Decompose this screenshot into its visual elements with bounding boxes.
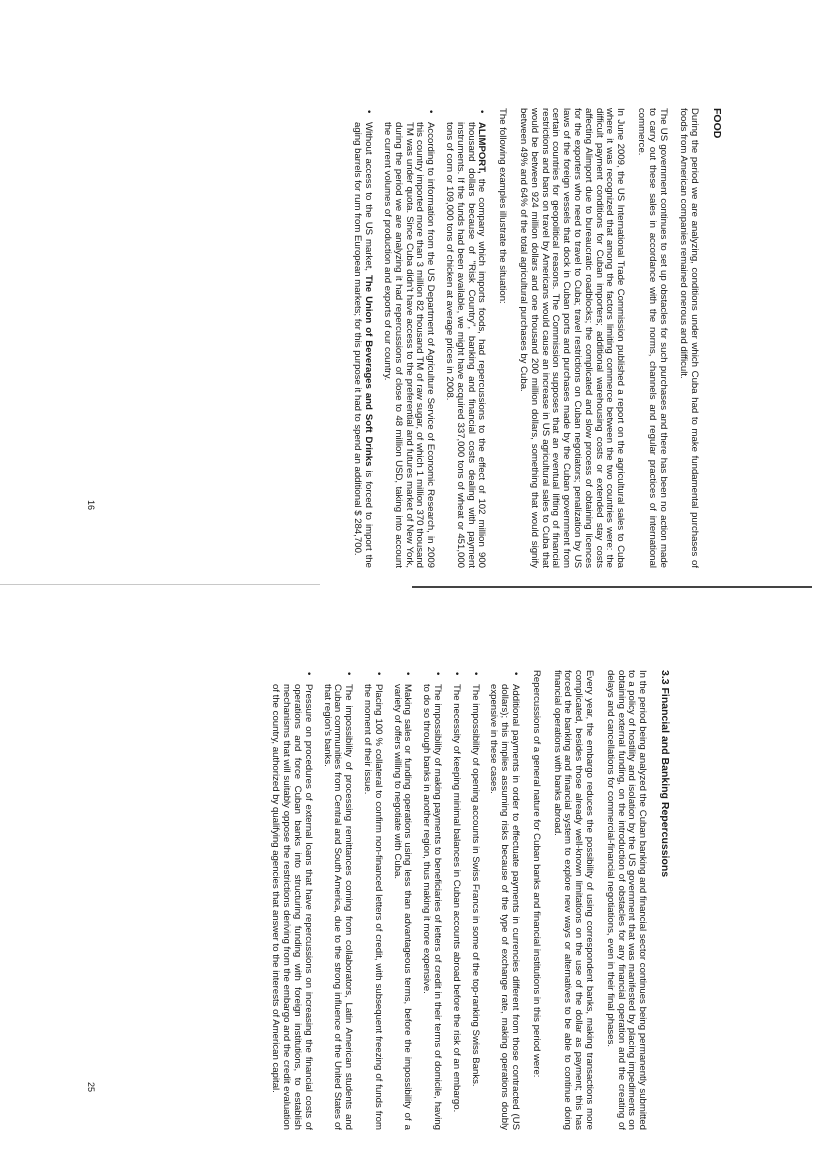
company-name-union-beverages: The Union of Beverages and Soft Drinks xyxy=(363,275,375,467)
paragraph: The following examples illustrate the situation: xyxy=(497,108,509,304)
paragraph: In the period being analyzed the Cuban banking and financial sector continues being permanently submitted to a policy of hostility and isolation by the US government that was manifested by placing impediments on obtaining external funding, on the introduction of obstacles for any financial operation and the creating of delays and cancellations for commercial-financial negotiations, even in their final phases. xyxy=(604,670,649,1130)
paragraph: Every year, the embargo reduces the possibility of using correspondent banks, making transactions more complicated, besides those already well-known limitations on the use of the dollar as payment; this has forced the banking and financial system to explore new ways or alternatives to be able to continue doing financial operations with banks abroad. xyxy=(551,670,596,1130)
page-financial-banking xyxy=(262,670,670,1130)
list-item-text: is forced to import the aging barrels for rum from European markets; for this purpose it had to spend an additional $ 284,700. xyxy=(352,122,375,568)
list-item: • Additional payments in order to effectuate payments in currencies different from those contracted (US dollars); this implies assuming risks because of the type of exchange rate, making operations doubly expensive in these cases. xyxy=(488,684,520,1130)
list-item-text: Without access to the US market, xyxy=(363,122,375,276)
page-divider xyxy=(412,586,812,588)
list-item: • Making sales or funding operations using less than advantageous terms, before the impossibility of a variety of offers willing to negotiate with Cuba. xyxy=(391,684,413,1130)
list-item: • Pressure on procedures of external loans that have repercussions on increasing the financial costs of operations and force Cuban banks into structuring funding with foreign institutions, to establish mechanisms that will suitably oppose the restrictions deriving from the embargo and the credit evaluation of the country, authorized by qualifying agencies that answer to the interests of American capital. xyxy=(270,684,313,1130)
paragraph: During the period we are analyzing, conditions under which Cuba had to make fundamental purchases of foods from American companies remained onerous and difficult. xyxy=(678,108,701,568)
list-item xyxy=(443,122,486,568)
repercussions-list xyxy=(270,670,480,1130)
paragraph: The US government continues to set up obstacles for such purchases and there has been no action made to carry out these sales in accordance with the norms, channels and regular practices of international commerce. xyxy=(636,108,669,568)
list-item: • According to information from the US Department of Agriculture Service of Economic Research, in 2009 this country imported more than 3 million 82 thousand TM of raw sugar, of which 1 million 370 thousand TM was under quota. Since Cuba didn't have access to the preferential and futures market of New York, during the period we are analyzing it had repercussions of close to 48 million USD, taking into account the current volumes of production and exports of our country. xyxy=(381,122,435,568)
company-name-alimport: ALIMPORT, xyxy=(476,122,488,174)
section-heading-financial: 3.3 Financial and Banking Repercussions xyxy=(659,670,671,878)
list-item: • The impossibility of opening accounts in Swiss Francs in some of the top-ranking Swiss Banks. xyxy=(469,684,480,1130)
page-food xyxy=(344,108,722,568)
list-item: • The necessity of keeping minimal balances in Cuban accounts abroad before the risk of an embargo. xyxy=(450,684,461,1130)
list-item xyxy=(352,122,374,568)
list-item: • The impossibility of making payments to beneficiaries of letters of credit in their terms of domicile, having to do so through banks in another region, thus making it more expensive. xyxy=(420,684,442,1130)
section-heading-food: FOOD xyxy=(711,108,723,139)
fold-line xyxy=(0,584,320,585)
example-list xyxy=(352,108,487,568)
paragraph: In June 2009, the US International Trade Commission published a report on the agricultural sales to Cuba where it was recognized that among the factors limiting commerce between the two countries were: the difficult payment conditions for Cuban importers; additional warehousing costs or extended stay costs affecting Alimport due to bureaucratic roadblocks; the complicated and slow process of obtaining licences for the exporters who need to travel to Cuba; travel restrictions on Cuban negotiators; penalization by US laws of the foreign vessels that dock in Cuban ports and purchases made by the Cuban government from certain countries for geopolitical reasons. The Commission supposes that an eventual lifting of financial restrictions and bans on travel by Americans would cause an increase in US agricultural sales to Cuba that would be between 924 million dollars and one thousand 200 million dollars, something that would signify between 49% and 64% of the total agricultural purchases by Cuba. xyxy=(518,108,627,568)
sub-list xyxy=(488,670,520,1130)
list-item-text: the company which imports foods, had repercussions to the effect of 102 million 900 thousand dollars because of "Risk Country", banking and financial costs dealing with payment instruments. If the funds had been available, we might have acquired 337,000 tons of wheat or 451,000 tons of corn or 109,000 tons of chicken at average prices in 2008. xyxy=(444,122,488,568)
page-number: 25 xyxy=(86,1082,96,1093)
page-number: 16 xyxy=(86,500,96,511)
list-item: • Placing 100 % collateral to confirm non-financed letters of credit, with subsequent freezing of funds from the moment of their issue. xyxy=(361,684,383,1130)
list-item: • The impossibility of processing remittances coming from collaborators, Latin American students and Cuban communities from Central and South America, due to the strong influence of the United States of that region's banks. xyxy=(321,684,353,1130)
paragraph: Repercussions of a general nature for Cuban banks and financial institutions in this period were: xyxy=(530,670,542,1078)
